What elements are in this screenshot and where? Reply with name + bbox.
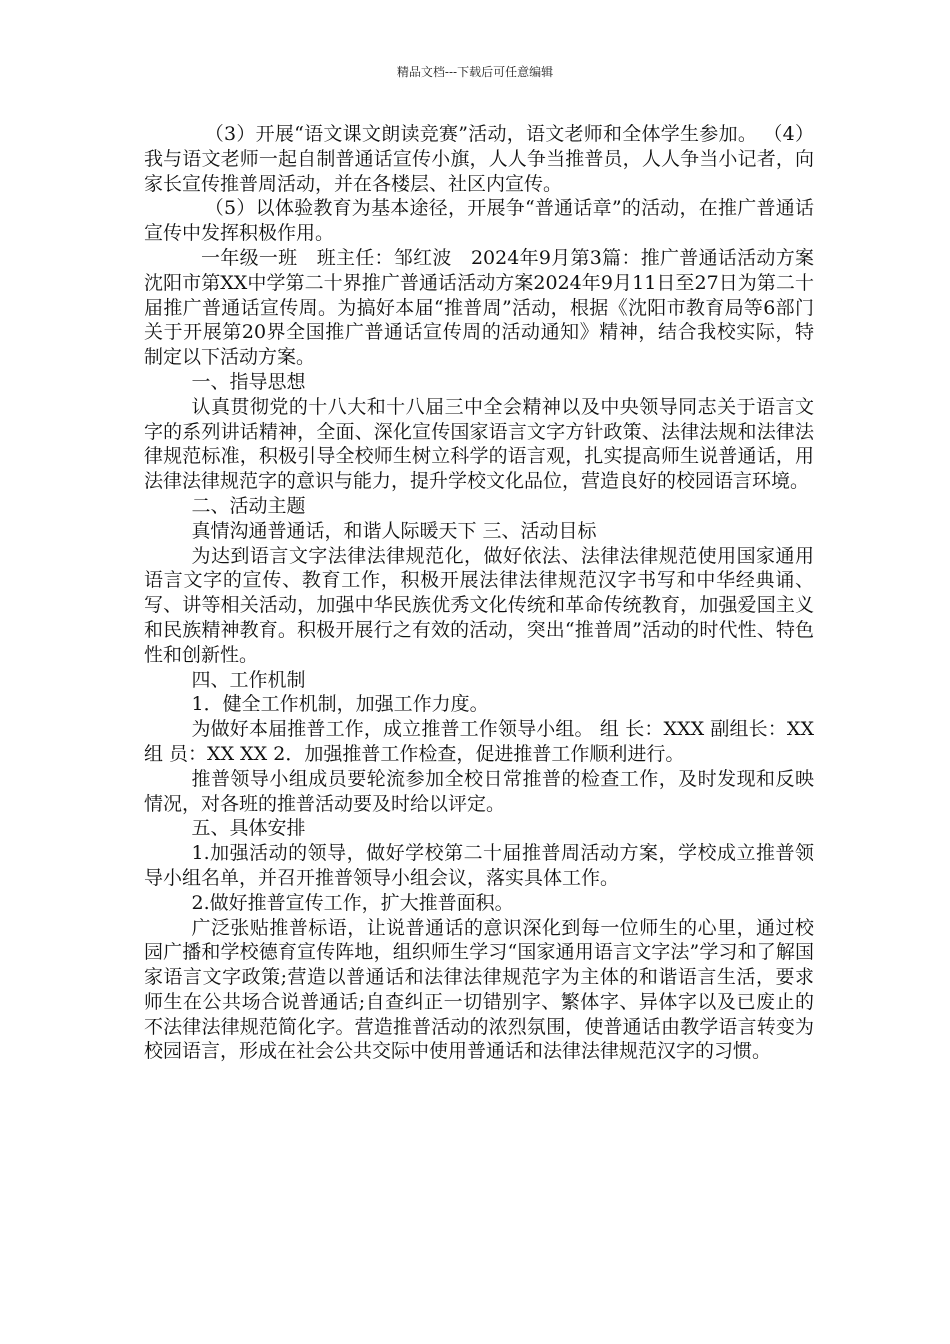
section-heading-mechanism: 四、工作机制 [191, 668, 306, 691]
document-body [144, 122, 814, 1064]
paragraph-guiding-thought: 认真贯彻党的十八大和十八届三中全会精神以及中央领导同志关于语言文字的系列讲话精神，全面、深化宣传国家语言文字方针政策、法律法规和法律法律规范标准，积极引导全校师生树立科学的语言观，扎实提高师生说普通话，用法律法律规范字的意识与能力，提升学校文化品位，营造良好的校园语言环境。 [144, 395, 814, 493]
paragraph-arrangement-2: 2.做好推普宣传工作，扩大推普面积。 [191, 891, 514, 914]
paragraph-mechanism-1: 1．健全工作机制，加强工作力度。 [191, 693, 489, 716]
section-heading-arrangement: 五、具体安排 [191, 817, 306, 840]
paragraph-theme: 真情沟通普通话，和谐人际暖天下 三、活动目标 [191, 519, 597, 542]
paragraph-arrangement-1: 1.加强活动的领导，做好学校第二十届推普周活动方案，学校成立推普领导小组名单，并召开推普领导小组会议，落实具体工作。 [144, 842, 814, 889]
section-heading-guiding-thought: 一、指导思想 [191, 370, 306, 393]
page-header: 精品文档---下载后可任意编辑 [396, 65, 554, 79]
paragraph-plan-intro: 一年级一班 班主任：邹红波 2024年9月第3篇：推广普通话活动方案 沈阳市第XX中学第二十界推广普通话活动方案2024年9月11日至27日为第二十届推广普通话宣传周。为搞好本届“推普周”活动，根据《沈阳市教育局等6部门关于开展第20界全国推广普通话宣传周的活动通知》精神，结合我校实际，特制定以下活动方案。 [144, 246, 814, 369]
section-heading-theme: 二、活动主题 [191, 494, 306, 517]
paragraph-goals: 为达到语言文字法律法律规范化，做好依法、法律法律规范使用国家通用语言文字的宣传、教育工作，积极开展法律法律规范汉字书写和中华经典诵、写、讲等相关活动，加强中华民族优秀文化传统和革命传统教育，加强爱国主义和民族精神教育。积极开展行之有效的活动，突出“推普周”活动的时代性、特色性和创新性。 [144, 544, 814, 666]
paragraph-leadership-group: 为做好本届推普工作，成立推普工作领导小组。 组 长：XXX 副组长：XX 组 员：XX XX 2．加强推普工作检查，促进推普工作顺利进行。 [144, 718, 814, 765]
paragraph-promotion: 广泛张贴推普标语，让说普通话的意识深化到每一位师生的心里，通过校园广播和学校德育宣传阵地，组织师生学习“国家通用语言文字法”学习和了解国家语言文字政策;营造以普通话和法律法律规范字为主体的和谐语言生活，要求师生在公共场合说普通话;自查纠正一切错别字、繁体字、异体字以及已废止的不法律法律规范简化字。营造推普活动的浓烈氛围，使普通话由教学语言转变为校园语言，形成在社会公共交际中使用普通话和法律法律规范汉字的习惯。 [144, 916, 814, 1063]
paragraph-activity-3-4: （3）开展“语文课文朗读竞赛”活动，语文老师和全体学生参加。 （4）我与语文老师一起自制普通话宣传小旗，人人争当推普员，人人争当小记者，向家长宣传推普周活动，并在各楼层、社区内宣传。 [144, 123, 814, 195]
paragraph-inspection: 推普领导小组成员要轮流参加全校日常推普的检查工作，及时发现和反映情况，对各班的推普活动要及时给以评定。 [144, 767, 814, 815]
paragraph-activity-5: （5）以体验教育为基本途径，开展争“普通话章”的活动，在推广普通话宣传中发挥积极作用。 [144, 197, 814, 245]
